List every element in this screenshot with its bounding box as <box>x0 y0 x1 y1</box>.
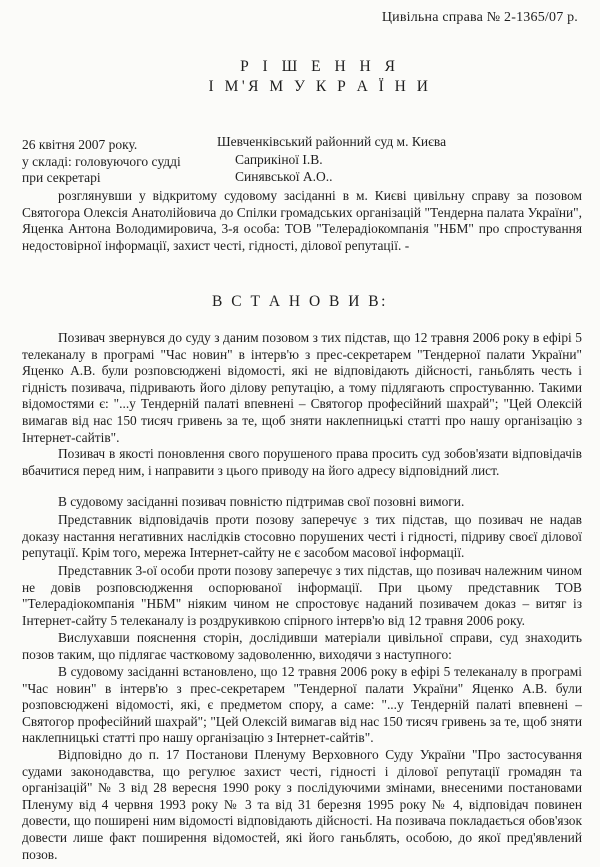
paragraph-2: Позивач в якості поновлення свого порушеного права просить суд зобов'язати відповідачів вбачитися перед ним, і направити з цього приводу на його адресу відповідний лист. <box>22 446 582 478</box>
composition-label: у складі: головуючого судді <box>22 153 181 169</box>
paragraph-6: Вислухавши пояснення сторін, дослідивши матеріали цивільної справи, суд знаходить позов таким, що підлягає частковому задоволенню, виходячи з наступного: <box>22 630 582 662</box>
secretary-label: при секретарі <box>22 170 101 185</box>
paragraph-8: Відповідно до п. 17 Постанови Пленуму Верховного Суду України "Про застосування судами законодавства, що регулює захист честі, гідності і ділової репутації громадян та організацій" № 3 від 28 вересня 1990 року з послідуючими змінами, внесеними постановами Пленуму від 4 червня 1993 року № 3 та від 31 березня 1995 року № 4, відповідач повинен довести, що поширені ним відомості відповідають дійсності. На позивача покладається обов'язок довести лише факт поширення відомостей, які його ганьблять, особою, до якої пред'явлений позов. <box>22 747 582 862</box>
case-number: Цивільна справа № 2-1365/07 р. <box>381 10 578 25</box>
established-heading: В С Т А Н О В И В: <box>212 293 388 310</box>
paragraph-7: В судовому засіданні встановлено, що 12 травня 2006 року в ефірі 5 телеканалу в програмі "Час новин" в інтерв'ю з прес-секретарем "Тендерної палати України" Яценко А.В. були розповсюджені відомості, які, є предметом спору, а саме: "...у Тендерній палаті впевнені – Святогор професійний шахрай"; "Цей Олексій вимагав від нас 150 тисяч гривень за те, щоб зняти наклепницькі статті про нашу організацію з Інтернет-сайтів". <box>22 664 582 746</box>
decision-title <box>0 58 600 96</box>
paragraph-5: Представник 3-ої особи проти позову заперечує з тих підстав, що позивач належним чином не довів розповсюдження оспорюваної інформації. При цьому представник ТОВ "Телерадіокомпанія "НБМ" ніяким чином не спростовує наданий позивачем доказ – витяг із Інтернет-сайту 5 телеканалу із роздрукивкою спірного інтерв'ю від 12 травня 2006 року. <box>22 563 582 628</box>
decision-date: 26 квітня 2007 року. <box>22 137 138 152</box>
paragraph-3: В судовому засіданні позивач повністю підтримав свої позовні вимоги. <box>58 494 465 509</box>
secretary-name: Синявської А.О.. <box>235 169 333 184</box>
meta-right <box>217 133 446 186</box>
title-decision: Р І Ш Е Н Н Я <box>240 58 400 75</box>
title-in-name-of-ukraine: І М'Я М У К Р А Ї Н И <box>208 78 432 95</box>
paragraph-1: Позивач звернувся до суду з даним позовом з тих підстав, що 12 травня 2006 року в ефірі 5 телеканалу в програмі "Час новин" в інтерв'ю з прес-секретарем "Тендерної палати України" Яценко А.В. були розповсюджені відомості, які не відповідають дійсності, ганьблять честь і гідність позивача, підривають його ділову репутацію, а тому підлягають спростуванню. Такими відомостями є: "...у Тендерній палаті впевнені – Святогор професійний шахрай"; "Цей Олексій вимагав від нас 150 тисяч гривень за те, щоб зняти наклепницькі статті про нашу організацію з Інтернет-сайтів". <box>22 330 582 445</box>
court-name: Шевченківський районний суд м. Києва <box>217 134 447 149</box>
intro-paragraph: розглянувши у відкритому судовому засіданні в м. Києві цивільну справу за позовом Святогора Олексія Анатолійовича до Спілки громадських організацій "Тендерна палата України", Яценка Антона Володимировича, 3-я особа: ТОВ "Телерадіокомпанія "НБМ" про спростування недостовірної інформації, захист честі, гідності, ділової репутації. - <box>22 188 582 253</box>
paragraph-4: Представник відповідачів проти позову заперечує з тих підстав, що позивач не надав доказу настання негативних наслідків стосовно порушених честі і гідності, підриву своєї ділової репутації. Крім того, мережа Інтернет-сайту не є засобом масової інформації. <box>22 512 582 561</box>
judge-name: Саприкіної І.В. <box>235 151 323 167</box>
meta-left <box>22 137 181 187</box>
